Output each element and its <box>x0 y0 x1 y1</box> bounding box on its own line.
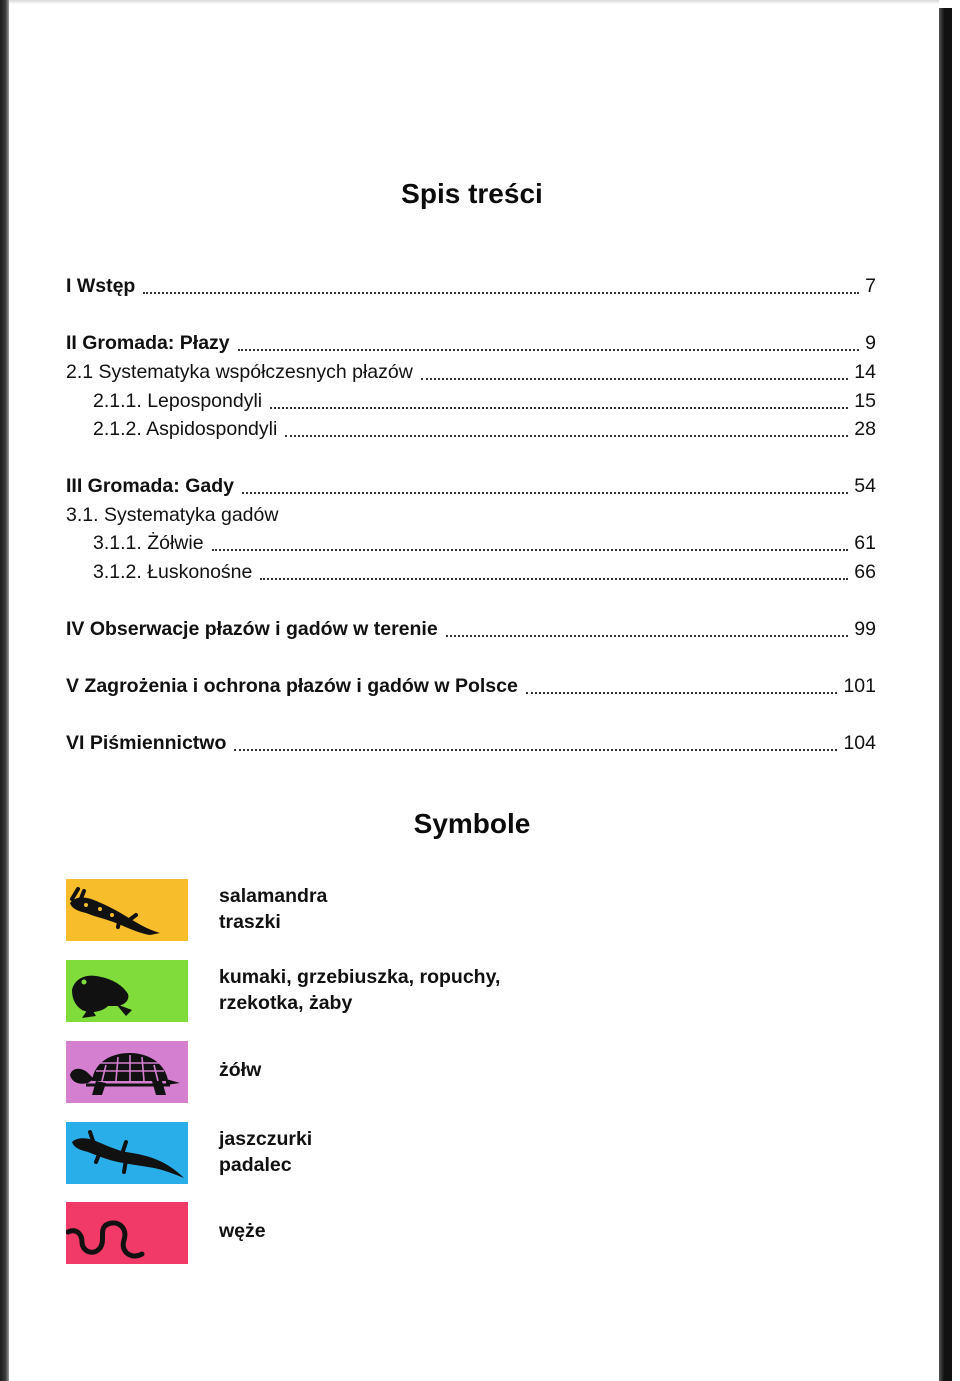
symbol-description <box>219 1218 266 1244</box>
symbol-row-snake <box>66 1202 666 1264</box>
toc-entry-label: 3.1.2. Łuskonośne <box>93 561 253 583</box>
toc-entry-page: 54 <box>854 475 876 497</box>
symbol-row-frog <box>66 960 666 1022</box>
symbol-text-line: rzekotka, żaby <box>219 992 353 1014</box>
toc-entry-label: 2.1 Systematyka współczesnych płazów <box>66 361 413 383</box>
toc-entry-page: 15 <box>854 390 876 412</box>
toc-entry-label: 2.1.1. Lepospondyli <box>93 390 263 412</box>
symbol-row-turtle <box>66 1041 666 1103</box>
toc-entry-page: 61 <box>854 532 876 554</box>
toc-entry-page: 104 <box>843 732 876 754</box>
symbols-title: Symbole <box>413 808 531 839</box>
symbol-text-line: żółw <box>219 1059 262 1081</box>
symbol-row-lizard <box>66 1122 666 1184</box>
turtle-icon <box>66 1041 188 1103</box>
symbol-text-line: padalec <box>219 1154 292 1176</box>
toc-entry-page: 99 <box>854 618 876 640</box>
toc-entry-page: 7 <box>865 275 876 297</box>
toc-entry-page: 9 <box>865 332 876 354</box>
lizard-icon <box>66 1122 188 1184</box>
toc-entry-label: V Zagrożenia i ochrona płazów i gadów w Polsce <box>66 675 518 697</box>
symbol-description <box>219 964 500 1016</box>
toc-entry-label: 3.1.1. Żółwie <box>93 532 204 554</box>
symbol-description <box>219 1126 312 1178</box>
symbol-description <box>219 883 327 935</box>
symbol-text-line: salamandra <box>219 885 328 907</box>
toc-entry-page: 66 <box>854 561 876 583</box>
toc-entry-label: IV Obserwacje płazów i gadów w terenie <box>66 618 438 640</box>
symbol-description <box>219 1057 261 1083</box>
symbol-text-line: kumaki, grzebiuszka, ropuchy, <box>219 966 501 988</box>
salamander-icon <box>66 879 188 941</box>
toc-title: Spis treści <box>401 178 543 209</box>
toc-entry-label: III Gromada: Gady <box>66 475 234 497</box>
toc-entry-page: 14 <box>854 361 876 383</box>
toc-entry-label: 3.1. Systematyka gadów <box>66 504 279 526</box>
toc-entry-label: I Wstęp <box>66 275 136 297</box>
symbol-text-line: węże <box>219 1220 266 1242</box>
toc-entry-label: II Gromada: Płazy <box>66 332 230 354</box>
snake-icon <box>66 1202 188 1264</box>
toc-entry-label: VI Piśmiennictwo <box>66 732 227 754</box>
toc-entry-label: 2.1.2. Aspidospondyli <box>93 418 278 440</box>
toc-entry-page: 101 <box>843 675 876 697</box>
symbol-text-line: jaszczurki <box>219 1128 313 1150</box>
symbol-text-line: traszki <box>219 911 281 933</box>
frog-icon <box>66 960 188 1022</box>
toc-entry-page: 28 <box>854 418 876 440</box>
symbol-row-salamander <box>66 879 666 941</box>
